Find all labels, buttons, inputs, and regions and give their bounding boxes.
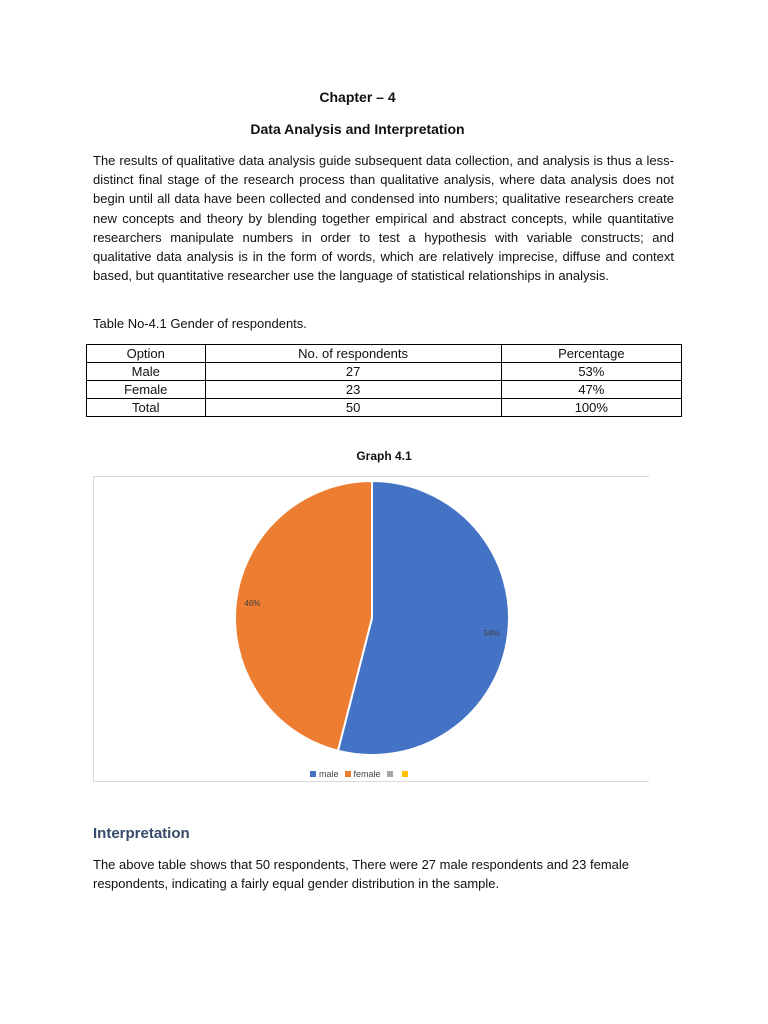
pie-chart bbox=[93, 476, 649, 782]
legend-label: female bbox=[353, 769, 381, 779]
graph-title: Graph 4.1 bbox=[356, 449, 412, 463]
interpretation-heading: Interpretation bbox=[93, 825, 190, 842]
pie-chart-svg bbox=[94, 477, 650, 783]
gender-table bbox=[86, 344, 682, 417]
legend-swatch bbox=[387, 771, 393, 777]
legend-item bbox=[310, 769, 339, 779]
table-cell: Male bbox=[87, 363, 206, 381]
table-cell: 53% bbox=[501, 363, 681, 381]
table-header-cell: Option bbox=[87, 345, 206, 363]
table-row bbox=[87, 399, 682, 417]
interpretation-text: The above table shows that 50 respondents, There were 27 male respondents and 23 female respondents, indicating a fairly equal gender distribution in the sample. bbox=[93, 857, 629, 892]
legend-swatch bbox=[345, 771, 351, 777]
legend-swatch bbox=[402, 771, 408, 777]
table-cell: Total bbox=[87, 399, 206, 417]
pie-data-label: 46% bbox=[244, 598, 261, 608]
table-cell: 47% bbox=[501, 381, 681, 399]
table-cell: Female bbox=[87, 381, 206, 399]
table-header-cell: Percentage bbox=[501, 345, 681, 363]
page-title: Data Analysis and Interpretation bbox=[250, 121, 465, 137]
table-cell: 23 bbox=[205, 381, 501, 399]
table-cell: 50 bbox=[205, 399, 501, 417]
table-header-row bbox=[87, 345, 682, 363]
table-header-cell: No. of respondents bbox=[205, 345, 501, 363]
table-cell: 100% bbox=[501, 399, 681, 417]
intro-paragraph: The results of qualitative data analysis guide subsequent data collection, and analysis is thus a less-distinct final stage of the research process than qualitative analysis, where data analysis does not begin until all data have been collected and condensed into numbers; qualitative researchers create new concepts and theory by blending together empirical and abstract concepts, while quantitative researchers manipulate numbers in order to test a hypothesis with variable constructs; and qualitative data analysis is in the form of words, which are relatively imprecise, diffuse and context based, but quantitative researcher use the language of statistical relationships in analysis. bbox=[93, 153, 674, 284]
legend-swatch bbox=[310, 771, 316, 777]
table-cell: 27 bbox=[205, 363, 501, 381]
table-caption: Table No-4.1 Gender of respondents. bbox=[93, 316, 307, 331]
legend-item bbox=[402, 771, 411, 777]
legend-item bbox=[345, 769, 381, 779]
chart-legend bbox=[310, 769, 411, 779]
legend-item bbox=[387, 771, 396, 777]
chapter-heading: Chapter – 4 bbox=[319, 89, 396, 105]
table-row bbox=[87, 363, 682, 381]
pie-data-label: 54% bbox=[483, 629, 500, 639]
table-row bbox=[87, 381, 682, 399]
legend-label: male bbox=[319, 769, 339, 779]
